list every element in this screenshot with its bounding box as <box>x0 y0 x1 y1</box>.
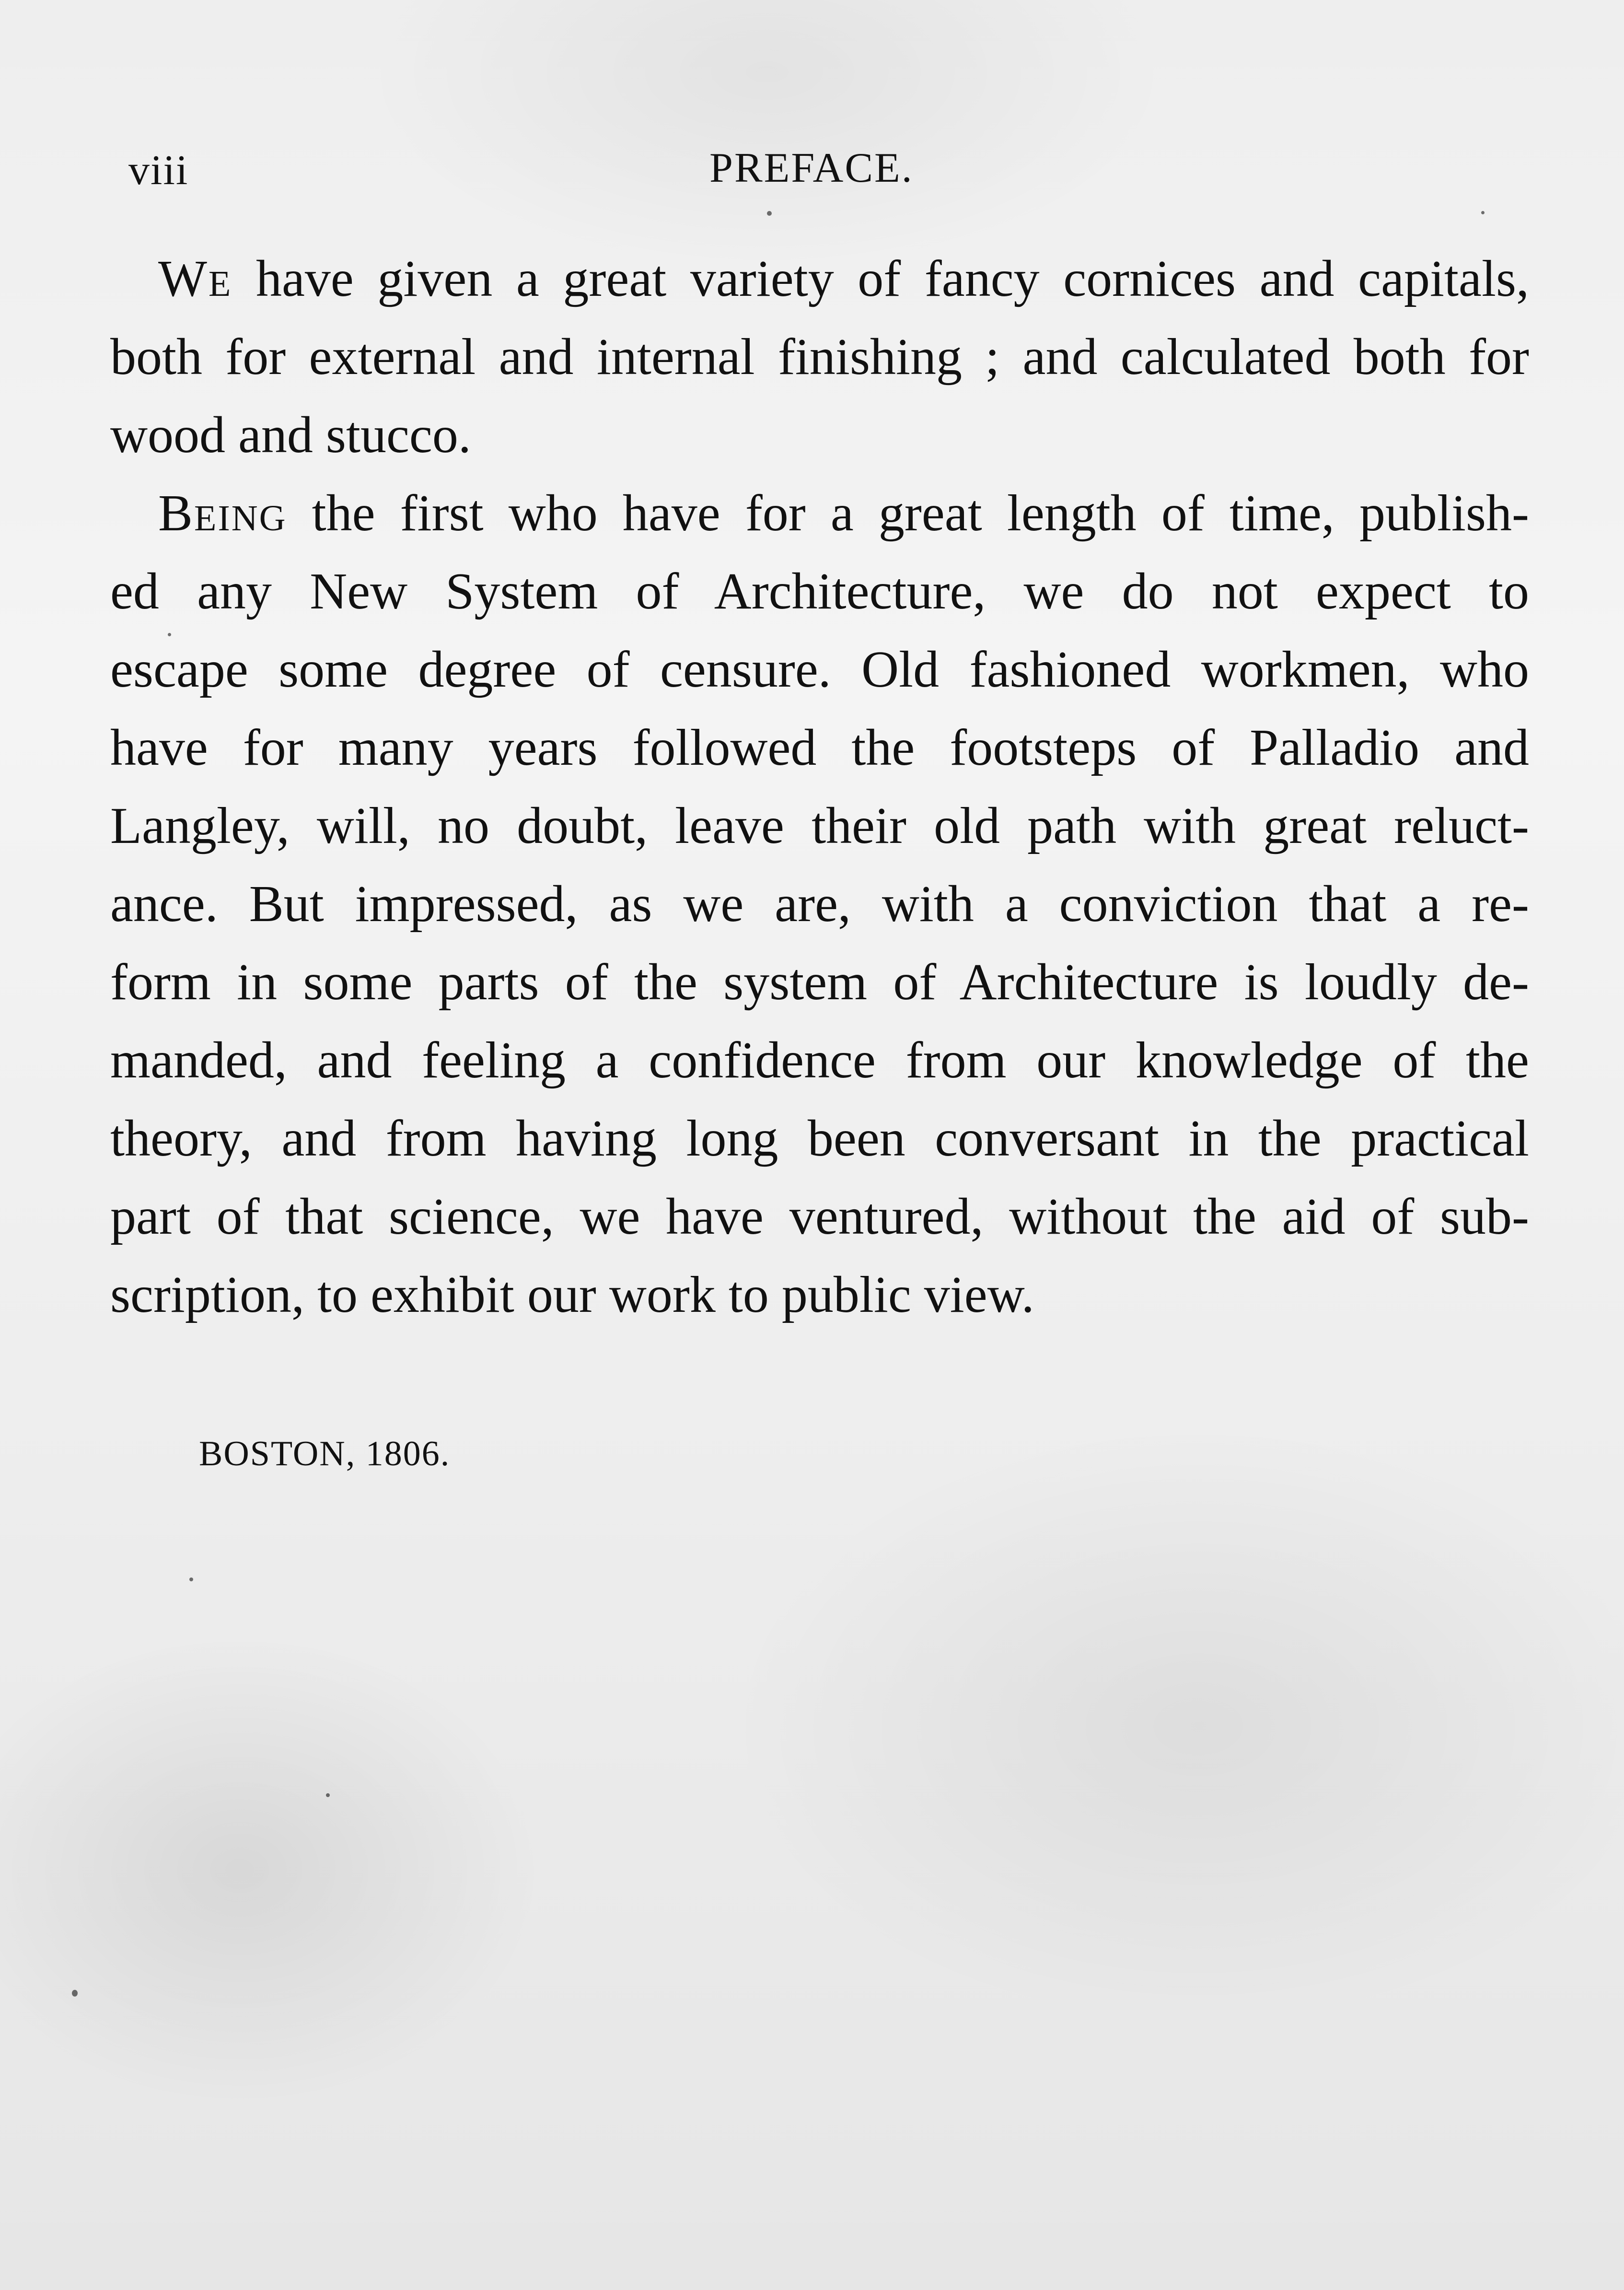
text-line: escape some degree of censure. Old fashioned workmen, who <box>110 641 1529 698</box>
text-line: We have given a great variety of fancy cornices and capitals, <box>158 250 1529 307</box>
page-number: viii <box>128 147 189 194</box>
ink-speck <box>1481 211 1485 214</box>
lead-word: We <box>158 250 232 307</box>
text-line: ed any New System of Architecture, we do not expect to <box>110 563 1529 620</box>
ink-speck <box>168 633 171 636</box>
body-text <box>110 240 1529 1334</box>
show-through-heading <box>110 19 1529 98</box>
paragraph-1 <box>110 240 1529 474</box>
ink-speck <box>326 1793 330 1797</box>
text-line: manded, and feeling a confidence from our knowledge of the <box>110 1032 1529 1089</box>
running-head: PREFACE. <box>709 145 914 191</box>
ink-speck <box>767 211 772 216</box>
place-date-signature: BOSTON, 1806. <box>199 1434 451 1473</box>
text-line: part of that science, we have ventured, without the aid of sub- <box>110 1188 1529 1245</box>
lead-word: Being <box>158 485 287 542</box>
text-line: ance. But impressed, as we are, with a conviction that a re- <box>110 876 1529 933</box>
ink-speck <box>72 1990 78 1997</box>
text-line: form in some parts of the system of Architecture is loudly de- <box>110 954 1529 1011</box>
paragraph-2 <box>110 474 1529 1334</box>
text-line: Being the first who have for a great length of time, publish- <box>158 485 1529 542</box>
text-line: scription, to exhibit our work to public view. <box>110 1266 1034 1323</box>
ink-speck <box>189 1577 193 1581</box>
text-line: have for many years followed the footsteps of Palladio and <box>110 719 1529 776</box>
text-line: wood and stucco. <box>110 407 471 464</box>
text-line: both for external and internal finishing ; and calculated both for <box>110 328 1529 386</box>
text-line: theory, and from having long been conversant in the practical <box>110 1110 1529 1167</box>
text-line: Langley, will, no doubt, leave their old path with great reluct- <box>110 797 1529 854</box>
